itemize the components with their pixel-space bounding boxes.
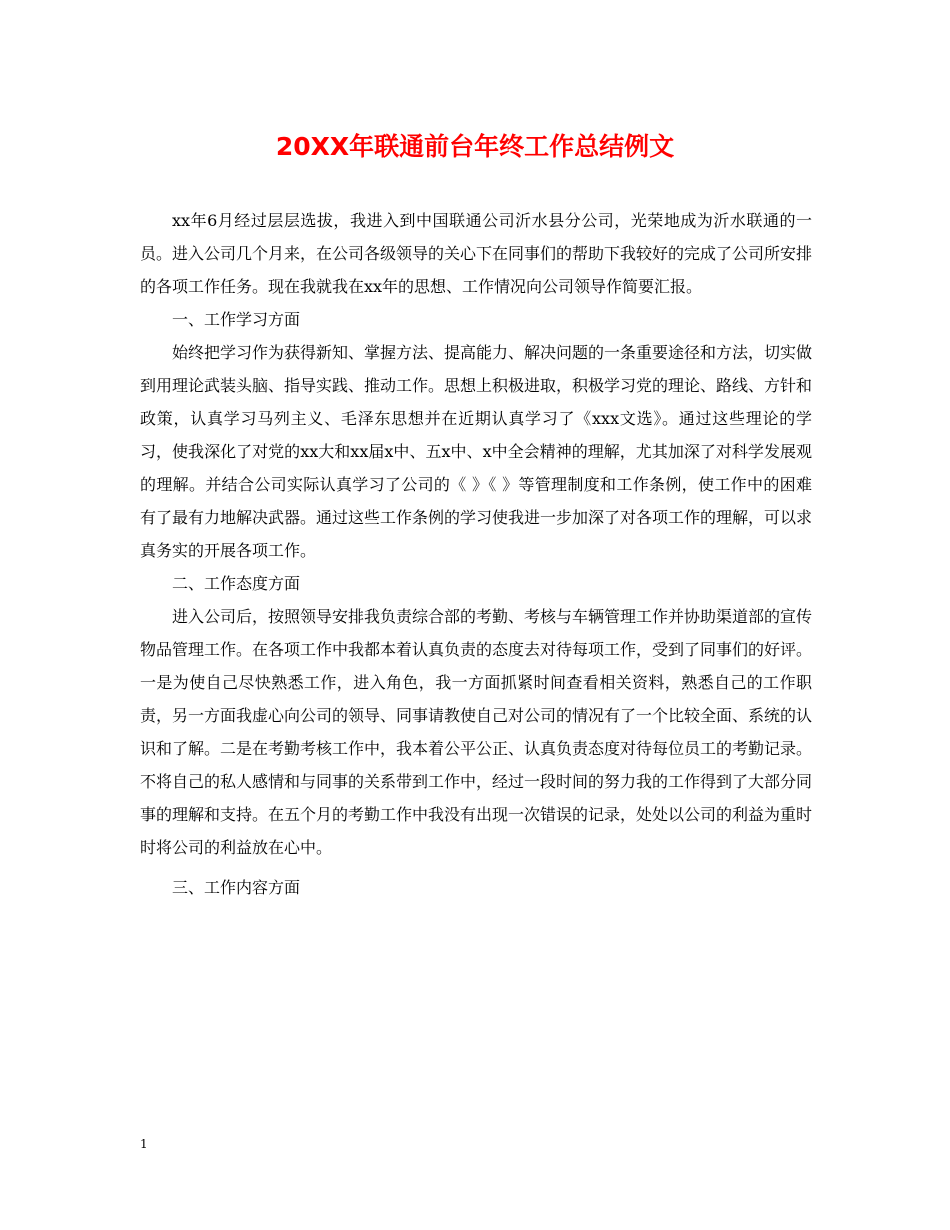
section-heading-content: 三、工作内容方面: [172, 878, 301, 897]
page-number: 1: [140, 1137, 148, 1151]
intro-paragraph: xx年6月经过层层选拔，我进入到中国联通公司沂水县分公司，光荣地成为沂水联通的一员。进入公司几个月来，在公司各级领导的关心下在同事们的帮助下我较好的完成了公司所安排的各项工作任务。现在我就我在xx年的思想、工作情况向公司领导作简要汇报。: [140, 211, 813, 296]
document-title: 20XX年联通前台年终工作总结例文: [275, 132, 675, 161]
document-body: [140, 204, 812, 904]
study-paragraph: 始终把学习作为获得新知、掌握方法、提高能力、解决问题的一条重要途径和方法，切实做到用理论武装头脑、指导实践、推动工作。思想上积极进取，积极学习党的理论、路线、方针和政策，认真学习马列主义、毛泽东思想并在近期认真学习了《xxx文选》。通过这些理论的学习，使我深化了对党的xx大和xx届x中、五x中、x中全会精神的理解，尤其加深了对科学发展观的理解。并结合公司实际认真学习了公司的《 》《 》等管理制度和工作条例，使工作中的困难有了最有力地解决武器。通过这些工作条例的学习使我进一步加深了对各项工作的理解，可以求真务实的开展各项工作。: [140, 343, 813, 560]
attitude-paragraph: 进入公司后，按照领导安排我负责综合部的考勤、考核与车辆管理工作并协助渠道部的宣传物品管理工作。在各项工作中我都本着认真负责的态度去对待每项工作，受到了同事们的好评。一是为使自己尽快熟悉工作，进入角色，我一方面抓紧时间查看相关资料，熟悉自己的工作职责，另一方面我虚心向公司的领导、同事请教使自己对公司的情况有了一个比较全面、系统的认识和了解。二是在考勤考核工作中，我本着公平公正、认真负责态度对待每位员工的考勤记录。不将自己的私人感情和与同事的关系带到工作中，经过一段时间的努力我的工作得到了大部分同事的理解和支持。在五个月的考勤工作中我没有出现一次错误的记录，处处以公司的利益为重时时将公司的利益放在心中。: [140, 607, 813, 857]
section-heading-attitude: 二、工作态度方面: [172, 574, 301, 593]
section-heading-study: 一、工作学习方面: [172, 310, 301, 329]
